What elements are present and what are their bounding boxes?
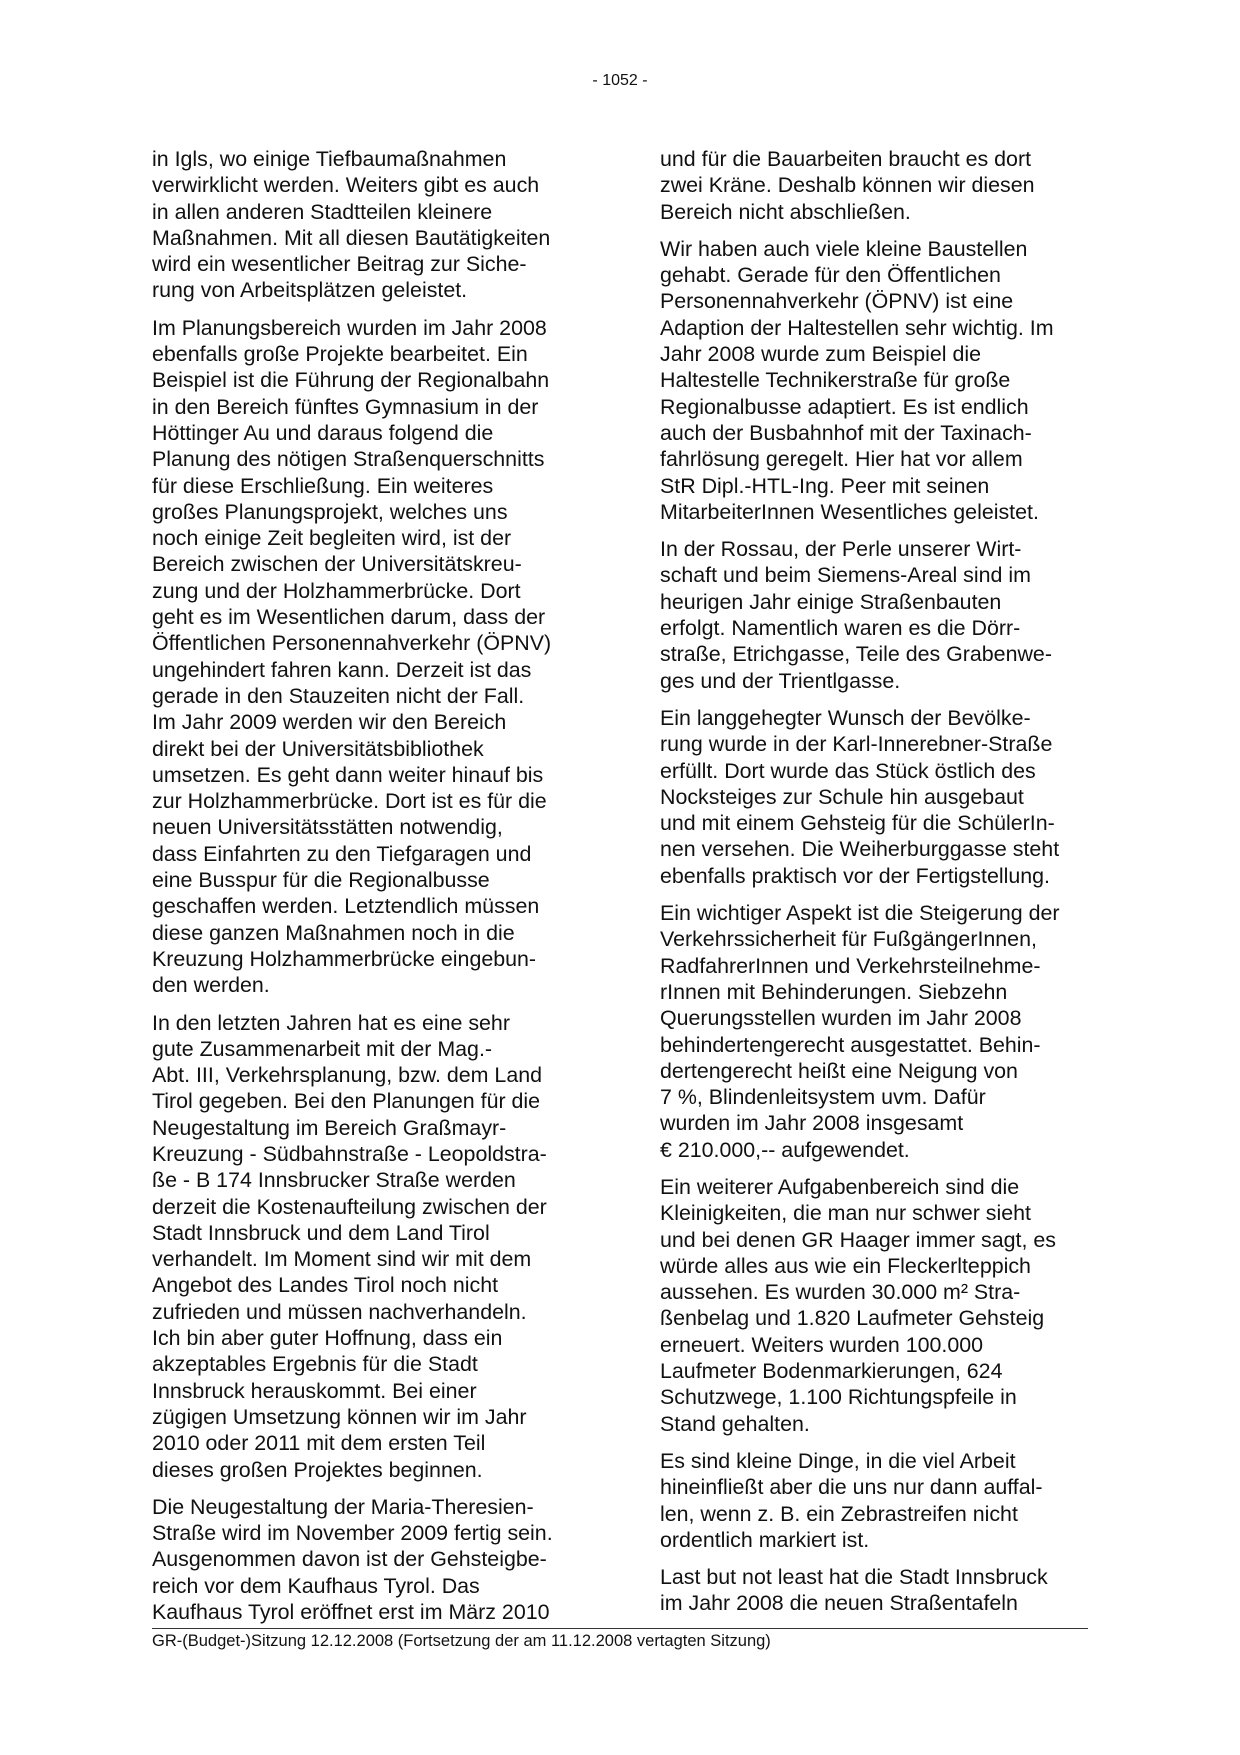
- text-line: Höttinger Au und daraus folgend die: [152, 420, 494, 445]
- text-line: für diese Erschließung. Ein weiteres: [152, 473, 494, 498]
- page-number: - 1052 -: [592, 72, 648, 89]
- text-line: ßenbelag und 1.820 Laufmeter Gehsteig: [660, 1306, 1045, 1331]
- text-line: akzeptables Ergebnis für die Stadt: [152, 1352, 478, 1377]
- text-line: und bei denen GR Haager immer sagt, es: [660, 1227, 1056, 1252]
- text-line: StR Dipl.-HTL-Ing. Peer mit seinen: [660, 473, 990, 498]
- footer-rule: [152, 1628, 1088, 1629]
- text-line: Stand gehalten.: [660, 1411, 810, 1436]
- text-line: len, wenn z. B. ein Zebrastreifen nicht: [660, 1501, 1018, 1526]
- text-line: hineinfließt aber die uns nur dann auffal-: [660, 1475, 1043, 1500]
- text-line: dieses großen Projektes beginnen.: [152, 1457, 483, 1482]
- text-line: wurden im Jahr 2008 insgesamt: [660, 1111, 964, 1136]
- text-line: behindertengerecht ausgestattet. Behin-: [660, 1032, 1041, 1057]
- footer-text: GR-(Budget-)Sitzung 12.12.2008 (Fortsetzung der am 11.12.2008 vertagten Sitzung): [152, 1632, 771, 1650]
- text-line: zügigen Umsetzung können wir im Jahr: [152, 1404, 527, 1429]
- paragraph: [660, 146, 1098, 225]
- text-line: Bereich nicht abschließen.: [660, 199, 911, 224]
- text-line: eine Busspur für die Regionalbusse: [152, 868, 490, 893]
- text-line: schaft und beim Siemens-Areal sind im: [660, 563, 1031, 588]
- text-line: in den Bereich fünftes Gymnasium in der: [152, 394, 539, 419]
- text-line: Querungsstellen wurden im Jahr 2008: [660, 1006, 1022, 1031]
- text-line: Abt. III, Verkehrsplanung, bzw. dem Land: [152, 1063, 543, 1088]
- text-line: dertengerecht heißt eine Neigung von: [660, 1058, 1018, 1083]
- text-line: Die Neugestaltung der Maria-Theresien-: [152, 1494, 534, 1519]
- text-line: verwirklicht werden. Weiters gibt es auch: [152, 173, 540, 198]
- text-line: Öffentlichen Personennahverkehr (ÖPNV): [152, 631, 552, 656]
- text-line: Ich bin aber guter Hoffnung, dass ein: [152, 1326, 503, 1351]
- text-line: Es sind kleine Dinge, in die viel Arbeit: [660, 1448, 1016, 1473]
- text-line: straße, Etrichgasse, Teile des Grabenwe-: [660, 642, 1052, 667]
- paragraph: [660, 1448, 1098, 1553]
- text-line: Ein weiterer Aufgabenbereich sind die: [660, 1174, 1020, 1199]
- text-line: geht es im Wesentlichen darum, dass der: [152, 605, 546, 630]
- text-line: 7 %, Blindenleitsystem uvm. Dafür: [660, 1085, 986, 1110]
- text-line: RadfahrerInnen und Verkehrsteilnehme-: [660, 953, 1041, 978]
- text-line: Kaufhaus Tyrol eröffnet erst im März 2010: [152, 1600, 550, 1625]
- text-line: in allen anderen Stadtteilen kleinere: [152, 199, 493, 224]
- text-line: Maßnahmen. Mit all diesen Bautätigkeiten: [152, 225, 551, 250]
- text-line: Stadt Innsbruck und dem Land Tirol: [152, 1220, 490, 1245]
- text-line: großes Planungsprojekt, welches uns: [152, 499, 508, 524]
- paragraph: [152, 146, 590, 304]
- text-line: würde alles aus wie ein Fleckerlteppich: [660, 1253, 1031, 1278]
- text-line: aussehen. Es wurden 30.000 m² Stra-: [660, 1280, 1021, 1305]
- paragraph: [152, 1010, 590, 1483]
- text-line: zufrieden und müssen nachverhandeln.: [152, 1299, 527, 1324]
- text-line: Tirol gegeben. Bei den Planungen für die: [152, 1089, 541, 1114]
- text-line: den werden.: [152, 973, 270, 998]
- text-line: heurigen Jahr einige Straßenbauten: [660, 589, 1002, 614]
- text-line: reich vor dem Kaufhaus Tyrol. Das: [152, 1573, 480, 1598]
- text-line: Ein langgehegter Wunsch der Bevölke-: [660, 705, 1031, 730]
- text-line: zung und der Holzhammerbrücke. Dort: [152, 578, 521, 603]
- text-line: Jahr 2008 wurde zum Beispiel die: [660, 342, 982, 367]
- text-line: fahrlösung geregelt. Hier hat vor allem: [660, 447, 1023, 472]
- text-line: Kleinigkeiten, die man nur schwer sieht: [660, 1201, 1031, 1226]
- text-line: gerade in den Stauzeiten nicht der Fall.: [152, 683, 525, 708]
- text-line: umsetzen. Es geht dann weiter hinauf bis: [152, 762, 544, 787]
- text-line: Neugestaltung im Bereich Graßmayr-: [152, 1115, 507, 1140]
- paragraph: [660, 536, 1098, 694]
- text-line: Verkehrssicherheit für FußgängerInnen,: [660, 927, 1037, 952]
- paragraph: [660, 900, 1098, 1163]
- text-line: Bereich zwischen der Universitätskreu-: [152, 552, 522, 577]
- text-line: noch einige Zeit begleiten wird, ist der: [152, 526, 512, 551]
- text-line: rung von Arbeitsplätzen geleistet.: [152, 278, 468, 303]
- text-line: dass Einfahrten zu den Tiefgaragen und: [152, 841, 532, 866]
- text-line: neuen Universitätsstätten notwendig,: [152, 815, 503, 840]
- text-line: Planung des nötigen Straßenquerschnitts: [152, 447, 545, 472]
- text-line: nen versehen. Die Weiherburggasse steht: [660, 837, 1060, 862]
- text-line: zur Holzhammerbrücke. Dort ist es für die: [152, 789, 547, 814]
- text-line: Kreuzung - Südbahnstraße - Leopoldstra-: [152, 1141, 547, 1166]
- text-line: direkt bei der Universitätsbibliothek: [152, 736, 484, 761]
- paragraph: [660, 236, 1098, 525]
- text-line: rung wurde in der Karl-Innerebner-Straße: [660, 732, 1053, 757]
- text-line: diese ganzen Maßnahmen noch in die: [152, 920, 515, 945]
- text-line: Adaption der Haltestellen sehr wichtig. Im: [660, 315, 1054, 340]
- text-line: Ausgenommen davon ist der Gehsteigbe-: [152, 1547, 547, 1572]
- text-line: MitarbeiterInnen Wesentliches geleistet.: [660, 499, 1039, 524]
- text-line: gute Zusammenarbeit mit der Mag.-: [152, 1036, 493, 1061]
- text-line: Im Jahr 2009 werden wir den Bereich: [152, 710, 507, 735]
- text-line: Ein wichtiger Aspekt ist die Steigerung der: [660, 901, 1060, 926]
- text-line: 2010 oder 2011 mit dem ersten Teil: [152, 1431, 486, 1456]
- text-line: geschaffen werden. Letztendlich müssen: [152, 894, 540, 919]
- text-line: rInnen mit Behinderungen. Siebzehn: [660, 979, 1008, 1004]
- text-line: auch der Busbahnhof mit der Taxinach-: [660, 420, 1032, 445]
- left-text-column: [152, 146, 590, 1636]
- text-line: Im Planungsbereich wurden im Jahr 2008: [152, 315, 547, 340]
- text-line: und für die Bauarbeiten braucht es dort: [660, 147, 1032, 171]
- text-line: wird ein wesentlicher Beitrag zur Siche-: [152, 252, 527, 277]
- text-line: und mit einem Gehsteig für die SchülerIn-: [660, 811, 1055, 836]
- text-line: ordentlich markiert ist.: [660, 1527, 870, 1552]
- text-line: erfolgt. Namentlich waren es die Dörr-: [660, 616, 1021, 641]
- text-line: Laufmeter Bodenmarkierungen, 624: [660, 1359, 1003, 1384]
- text-line: Innsbruck herauskommt. Bei einer: [152, 1378, 477, 1403]
- text-line: in Igls, wo einige Tiefbaumaßnahmen: [152, 147, 507, 171]
- text-line: im Jahr 2008 die neuen Straßentafeln: [660, 1591, 1018, 1616]
- text-line: verhandelt. Im Moment sind wir mit dem: [152, 1247, 532, 1272]
- text-line: Personennahverkehr (ÖPNV) ist eine: [660, 289, 1014, 314]
- text-line: Angebot des Landes Tirol noch nicht: [152, 1273, 499, 1298]
- right-text-column: [660, 146, 1098, 1628]
- text-line: Kreuzung Holzhammerbrücke eingebun-: [152, 946, 537, 971]
- paragraph: [152, 1494, 590, 1625]
- text-line: In der Rossau, der Perle unserer Wirt-: [660, 537, 1022, 562]
- text-line: In den letzten Jahren hat es eine sehr: [152, 1010, 510, 1035]
- text-line: zwei Kräne. Deshalb können wir diesen: [660, 173, 1035, 198]
- text-line: derzeit die Kostenaufteilung zwischen der: [152, 1194, 547, 1219]
- text-line: Regionalbusse adaptiert. Es ist endlich: [660, 394, 1029, 419]
- text-line: Schutzwege, 1.100 Richtungspfeile in: [660, 1385, 1017, 1410]
- paragraph: [660, 1564, 1098, 1617]
- text-line: ungehindert fahren kann. Derzeit ist das: [152, 657, 532, 682]
- text-line: € 210.000,-- aufgewendet.: [660, 1137, 910, 1162]
- text-line: Nocksteiges zur Schule hin ausgebaut: [660, 784, 1024, 809]
- text-line: ges und der Trientlgasse.: [660, 668, 901, 693]
- paragraph: [152, 315, 590, 999]
- text-line: Wir haben auch viele kleine Baustellen: [660, 236, 1028, 261]
- text-line: Last but not least hat die Stadt Innsbruck: [660, 1565, 1048, 1590]
- text-line: Beispiel ist die Führung der Regionalbahn: [152, 368, 550, 393]
- text-line: Haltestelle Technikerstraße für große: [660, 368, 1011, 393]
- paragraph: [660, 1174, 1098, 1437]
- text-line: erneuert. Weiters wurden 100.000: [660, 1332, 984, 1357]
- text-line: ebenfalls große Projekte bearbeitet. Ein: [152, 342, 528, 367]
- text-line: Straße wird im November 2009 fertig sein.: [152, 1521, 553, 1546]
- text-line: erfüllt. Dort wurde das Stück östlich des: [660, 758, 1036, 783]
- text-line: gehabt. Gerade für den Öffentlichen: [660, 263, 1001, 288]
- text-line: ebenfalls praktisch vor der Fertigstellung.: [660, 863, 1050, 888]
- text-line: ße - B 174 Innsbrucker Straße werden: [152, 1168, 516, 1193]
- paragraph: [660, 705, 1098, 889]
